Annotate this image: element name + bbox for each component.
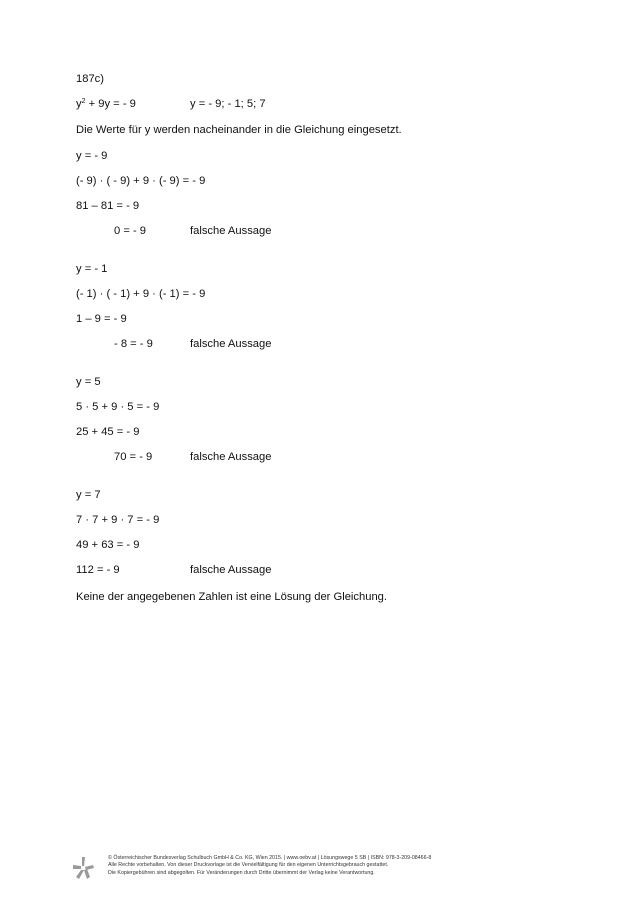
- step-value: y = 5: [76, 376, 101, 388]
- step-verdict: falsche Aussage: [190, 564, 272, 576]
- step-substitution: 7 · 7 + 9 · 7 = - 9: [76, 514, 160, 526]
- footer-line: Alle Rechte vorbehalten. Von dieser Druckvorlage ist die Vervielfältigung für den eigenen Unterrichtsgebrauch gestattet.: [108, 862, 389, 869]
- equation-rest: + 9y = - 9: [85, 98, 136, 110]
- step-value: y = - 9: [76, 150, 108, 162]
- step-result: 0 = - 9: [114, 225, 147, 237]
- step-simplified: 49 + 63 = - 9: [76, 539, 140, 551]
- step-verdict: falsche Aussage: [190, 225, 272, 237]
- copyright-footer: [108, 855, 431, 877]
- step-substitution: (- 9) · ( - 9) + 9 · (- 9) = - 9: [76, 175, 206, 187]
- step-verdict: falsche Aussage: [190, 451, 272, 463]
- step-simplified: 25 + 45 = - 9: [76, 426, 140, 438]
- intro-text: Die Werte für y werden nacheinander in die Gleichung eingesetzt.: [76, 124, 402, 136]
- step-simplified: 1 – 9 = - 9: [76, 313, 127, 325]
- step-value: y = 7: [76, 489, 101, 501]
- step-result: - 8 = - 9: [114, 338, 153, 350]
- footer-line: © Österreichischer Bundesverlag Schulbuch GmbH & Co. KG, Wien 2015. | www.oebv.at | Lösungswege 5 SB | ISBN: 978-3-209-08466-8: [108, 855, 432, 861]
- step-result: 112 = - 9: [76, 564, 120, 576]
- candidate-values: y = - 9; - 1; 5; 7: [190, 98, 266, 110]
- step-simplified: 81 – 81 = - 9: [76, 200, 140, 212]
- step-substitution: (- 1) · ( - 1) + 9 · (- 1) = - 9: [76, 288, 206, 300]
- exercise-label: 187c): [76, 73, 104, 85]
- equation-exponent: 2: [81, 98, 86, 105]
- footer-line: Die Kopiergebühren sind abgegolten. Für Veränderungen durch Dritte übernimmt der Verlag keine Verantwortung.: [108, 869, 375, 876]
- step-value: y = - 1: [76, 263, 108, 275]
- step-verdict: falsche Aussage: [190, 338, 272, 350]
- equation-base: y: [76, 98, 82, 110]
- equation: [76, 97, 136, 111]
- conclusion-text: Keine der angegebenen Zahlen ist eine Lösung der Gleichung.: [76, 591, 387, 603]
- publisher-logo-icon: [71, 856, 95, 880]
- step-result: 70 = - 9: [114, 451, 153, 463]
- step-substitution: 5 · 5 + 9 · 5 = - 9: [76, 401, 160, 413]
